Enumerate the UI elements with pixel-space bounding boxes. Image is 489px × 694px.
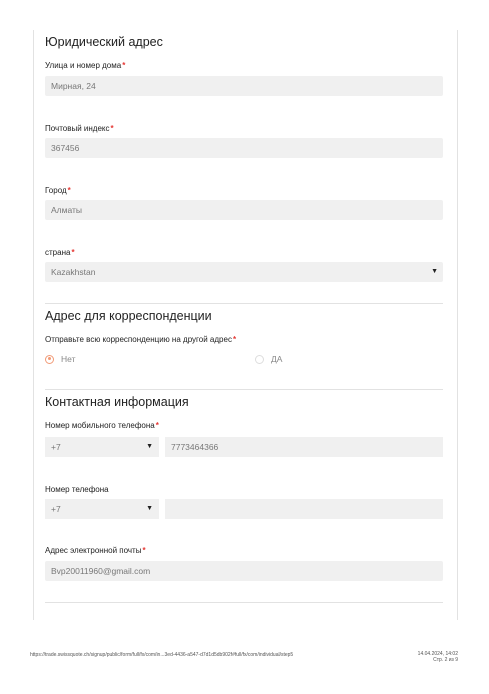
page-border-left [33,30,34,620]
email-label-text: Адрес электронной почты [45,546,142,555]
phone-label [45,485,109,494]
footer-page: Стр. 2 из 9 [433,657,458,663]
mobile-label-text: Номер мобильного телефона [45,421,155,430]
radio-no-label: Нет [61,354,76,364]
required-mark: * [155,421,159,430]
footer-url: https://trade.swissquote.ch/signup/public/form/full/fx/com/in...3ed-4436-a547-d7d1d5db902f#full/fx/com/individual/step5 [30,652,294,658]
legal-address-title: Юридический адрес [45,35,163,49]
page-border-right [457,30,458,620]
city-input[interactable]: Алматы [45,200,443,220]
section-divider [45,303,443,304]
required-mark: * [67,186,71,195]
section-divider [45,389,443,390]
required-mark: * [142,546,146,555]
email-label [45,546,146,555]
required-mark: * [122,61,126,70]
street-input[interactable]: Мирная, 24 [45,76,443,96]
radio-yes-label: ДА [271,354,283,364]
required-mark: * [232,335,237,344]
radio-no[interactable] [45,354,75,364]
zip-input[interactable]: 367456 [45,138,443,158]
city-label [45,186,71,195]
country-select[interactable] [45,262,443,282]
radio-unchecked-icon [255,355,264,364]
footer-date-page [418,651,458,663]
email-input[interactable]: Bvp20011960@gmail.com [45,561,443,581]
chevron-down-icon: ▼ [431,268,438,275]
chevron-down-icon: ▼ [146,505,153,512]
phone-code-value: +7 [51,504,61,514]
radio-yes[interactable] [255,354,282,364]
contact-title: Контактная информация [45,395,189,409]
mobile-code-value: +7 [51,442,61,452]
phone-code-select[interactable] [45,499,159,519]
chevron-down-icon: ▼ [146,443,153,450]
zip-label-text: Почтовый индекс [45,124,110,133]
correspondence-title: Адрес для корреспонденции [45,309,212,323]
correspondence-question-label [45,335,236,344]
street-label-text: Улица и номер дома [45,61,122,70]
footer-date: 14.04.2024, 14:02 [417,651,458,657]
mobile-code-select[interactable] [45,437,159,457]
mobile-number-input[interactable]: 7773464366 [165,437,443,457]
required-mark: * [110,124,114,133]
phone-label-text: Номер телефона [45,485,109,494]
country-label-text: страна [45,248,71,257]
country-label [45,248,75,257]
mobile-label [45,421,159,430]
radio-checked-icon [45,355,54,364]
city-label-text: Город [45,186,67,195]
section-divider [45,602,443,603]
correspondence-question-text: Отправьте всю корреспонденцию на другой адрес [45,335,232,344]
zip-label [45,124,114,133]
country-value: Kazakhstan [51,267,96,277]
street-label [45,61,125,70]
required-mark: * [71,248,75,257]
phone-number-input[interactable] [165,499,443,519]
